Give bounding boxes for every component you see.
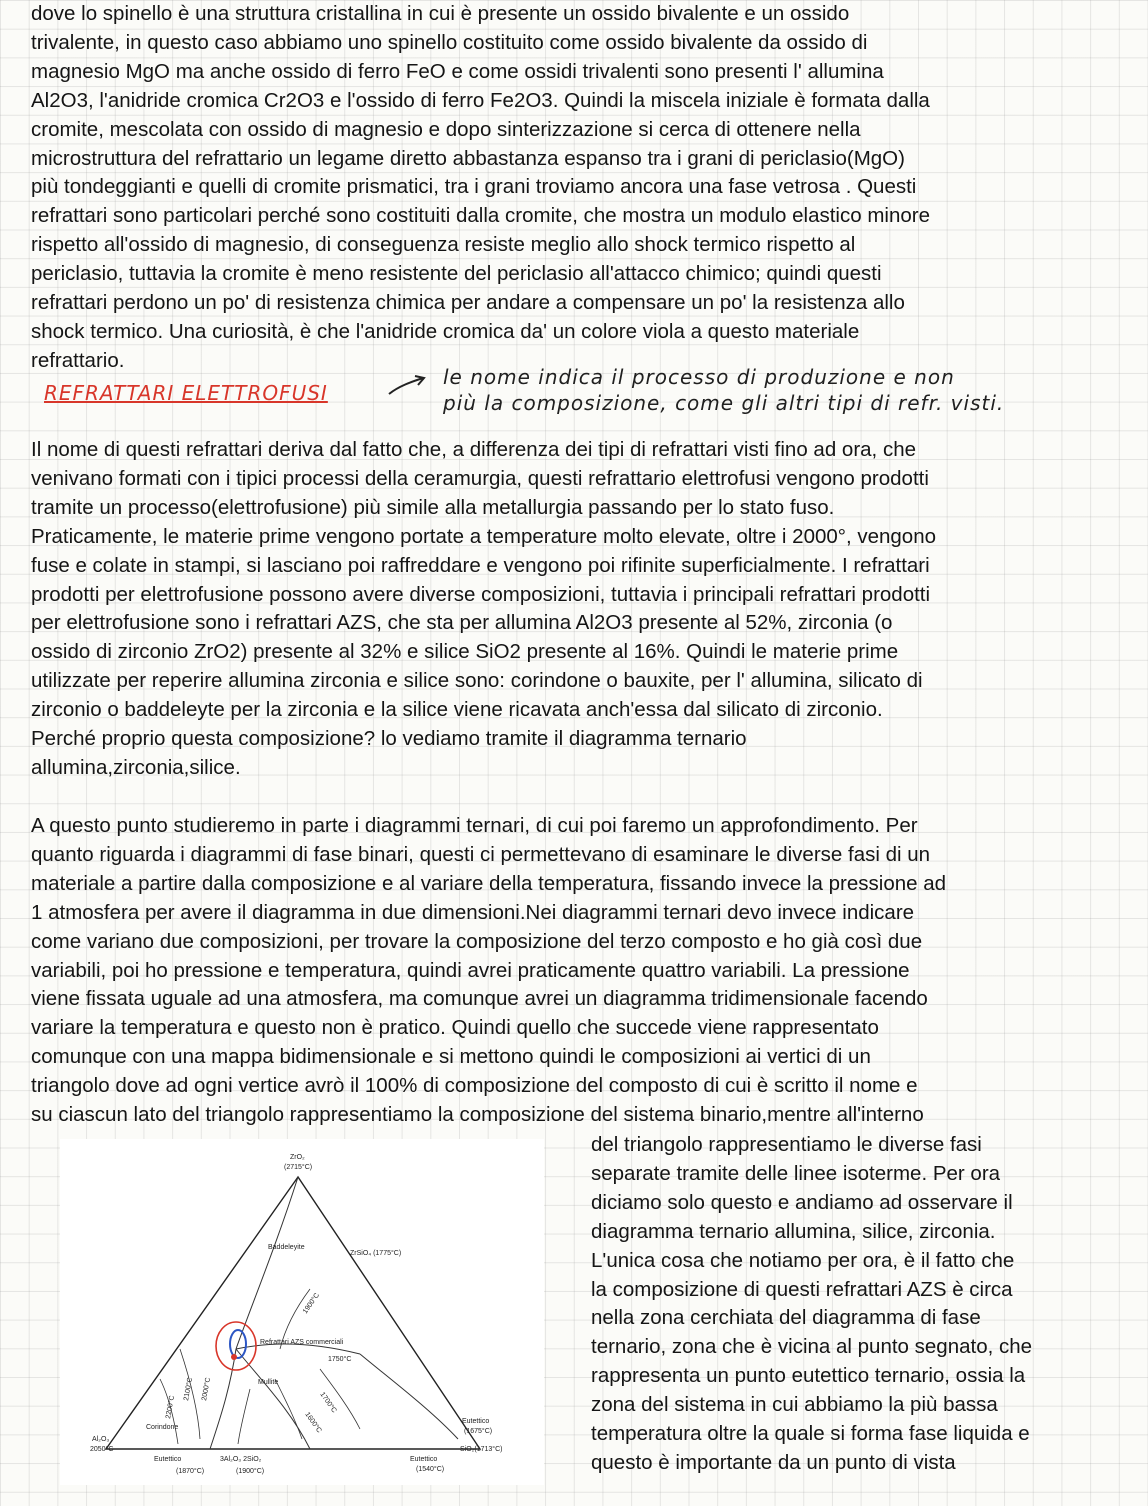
text-line: A questo punto studieremo in parte i diagrammi ternari, di cui poi faremo un approfondimento. Per <box>31 814 918 837</box>
ternary-eutectic-point <box>231 1354 237 1360</box>
text-line: zona del sistema in cui abbiamo la più bassa <box>591 1393 998 1417</box>
text-line: temperatura oltre la quale si forma fase liquida e <box>591 1422 1030 1446</box>
apex-zro2-label: ZrO₂ <box>290 1154 305 1161</box>
handwritten-note <box>443 364 1004 416</box>
apex-al2o3-temp: 2050°C <box>90 1446 114 1453</box>
text-line: prodotti per elettrofusione possono avere diverse composizioni, tuttavia i principali refrattari prodotti <box>31 582 931 606</box>
apex-sio2-label: SiO₂(1713°C) <box>460 1446 503 1453</box>
text-line: diciamo solo questo e andiamo ad osservare il <box>591 1190 1013 1214</box>
text-line: fuse e colate in stampi, si lasciano poi raffreddare e vengono poi rifinite superficialmente. I refrattari <box>31 553 930 577</box>
text-line: tramite un processo(elettrofusione) più simile alla metallurgia passando per lo stato fuso. <box>31 495 835 519</box>
text-line: triangolo dove ad ogni vertice avrò il 100% di composizione del composto di cui è scritto il nome e <box>31 1074 918 1098</box>
isotherm-2000-label: 2000°C <box>201 1377 213 1402</box>
isotherm-2200-label: 2200°C <box>165 1395 177 1420</box>
paragraph-spinel <box>31 0 1121 376</box>
text-line: comunque con una mappa bidimensionale e si mettono quindi le composizioni ai vertici di un <box>31 1045 871 1069</box>
paragraph-ternary <box>31 812 1121 1130</box>
text-line: la composizione di questi refrattari AZS è circa <box>591 1277 1013 1301</box>
boundary-line <box>236 1349 310 1449</box>
isotherm-1700-label: 1700°C <box>318 1391 338 1415</box>
text-line: quanto riguarda i diagrammi di fase binari, questi ci permettevano di esaminare le diverse fasi di un <box>31 842 931 866</box>
handwritten-heading: REFRATTARI ELETTROFUSI <box>44 381 328 405</box>
text-line: rappresenta un punto eutettico ternario, ossia la <box>591 1364 1026 1388</box>
isotherm-1600-label: 1600°C <box>303 1411 323 1435</box>
handwritten-note-line: più la composizione, come gli altri tipi di refr. visti. <box>443 391 1005 415</box>
text-line: per elettrofusione sono i refrattari AZS, che sta per allumina Al2O3 presente al 52%, zirconia (o <box>31 611 893 635</box>
text-line: come variano due composizioni, per trovare la composizione del terzo composto e ho già così due <box>31 929 923 953</box>
text-line: microstruttura del refrattario un legame diretto abbastanza espanso tra i grani di periclasio(MgO) <box>31 146 905 170</box>
azs-zone-circle <box>216 1322 256 1370</box>
text-line: materiale a partire dalla composizione e al variare della temperatura, fissando invece la pressione ad <box>31 871 947 895</box>
text-line: più tondeggianti e quelli di cromite prismatici, tra i grani troviamo ancora una fase vetrosa . Questi <box>31 175 917 199</box>
eutectic-far-label: Eutettico <box>462 1418 490 1425</box>
text-line: rispetto all'ossido di magnesio, di conseguenza resiste meglio allo shock termico rispetto al <box>31 233 856 257</box>
text-line: utilizzate per reperire allumina zirconia e silice sono: corindone o bauxite, per l' allumina, silicato di <box>31 669 923 693</box>
text-line: separate tramite delle linee isoterme. Per ora <box>591 1161 1001 1185</box>
text-line: questo è importante da un punto di vista <box>591 1450 956 1474</box>
eutectic-far-temp: (1675°C) <box>464 1428 493 1435</box>
isotherm-2100-label: 2100°C <box>183 1377 195 1402</box>
boundary-line <box>360 1354 458 1439</box>
text-line: refrattario. <box>31 348 125 372</box>
isotherm-1900-label: 1900°C <box>301 1291 322 1316</box>
text-line: magnesio MgO ma anche ossido di ferro FeO e come ossidi trivalenti sono presenti l' allumina <box>31 59 884 83</box>
zircon-label: ZrSiO₄ (1775°C) <box>350 1250 402 1257</box>
text-line: diagramma ternario allumina, silice, zirconia. <box>591 1219 996 1243</box>
text-line: cromite, mescolata con ossido di magnesio e dopo sinterizzazione si cerca di ottenere nella <box>31 117 861 141</box>
text-line: su ciascun lato del triangolo rappresentiamo la composizione del sistema binario,mentre all'interno <box>31 1103 924 1127</box>
boundary-line <box>236 1177 298 1349</box>
apex-al2o3-label: Al₂O₃ <box>92 1436 110 1443</box>
text-line: venivano formati con i tipici processi della ceramurgia, questi refrattario elettrofusi vengono prodotti <box>31 466 929 490</box>
eutectic-left-label: Eutettico <box>154 1456 182 1463</box>
mullite-composition-label: 3Al₂O₃ 2SiO₂ <box>220 1456 262 1463</box>
ternary-diagram-figure <box>60 1139 544 1485</box>
eutectic-right-temp: (1540°C) <box>416 1466 445 1473</box>
text-line: dove lo spinello è una struttura cristallina in cui è presente un ossido bivalente e un ossido <box>31 2 850 25</box>
eutectic-left-temp: (1870°C) <box>176 1468 205 1475</box>
text-line: ossido di zirconio ZrO2) presente al 32% e silice SiO2 presente al 16%. Quindi le materie prime <box>31 640 899 664</box>
text-line: Il nome di questi refrattari deriva dal fatto che, a differenza dei tipi di refrattari visti fino ad ora, che <box>31 438 916 461</box>
eutectic-right-label: Eutettico <box>410 1456 438 1463</box>
isotherm-1750-label: 1750°C <box>328 1356 352 1363</box>
mullite-label: Mullite <box>258 1379 279 1386</box>
text-line: periclasio, tuttavia la cromite è meno resistente del periclasio all'attacco chimico; quindi questi <box>31 262 882 286</box>
isotherm-line <box>238 1389 250 1444</box>
paragraph-side-text <box>591 1131 1121 1478</box>
isotherm-line <box>275 1379 302 1439</box>
baddeleyite-label: Baddeleyite <box>268 1244 305 1251</box>
text-line: ternario, zona che è vicina al punto segnato, che <box>591 1335 1033 1359</box>
corindone-label: Corindone <box>146 1424 179 1431</box>
text-line: allumina,zirconia,silice. <box>31 755 241 779</box>
text-line: trivalente, in questo caso abbiamo uno spinello costituito come ossido bivalente da ossido di <box>31 30 868 54</box>
text-line: Praticamente, le materie prime vengono portate a temperature molto elevate, oltre i 2000°, vengono <box>31 524 937 548</box>
text-line: Al2O3, l'anidride cromica Cr2O3 e l'ossido di ferro Fe2O3. Quindi la miscela iniziale è formata dalla <box>31 88 930 112</box>
text-line: variare la temperatura e questo non è pratico. Quindi quello che succede viene rappresentato <box>31 1016 879 1040</box>
text-line: refrattari sono particolari perché sono costituiti dalla cromite, che mostra un modulo elastico minore <box>31 204 930 228</box>
azs-label: Refrattari AZS commerciali <box>260 1339 344 1346</box>
paragraph-elettrofusi <box>31 436 1121 783</box>
text-line: zirconio o baddeleyte per la zirconia e la silice viene ricavata anch'essa dal silicato di zirconio. <box>31 698 883 722</box>
text-line: Perché proprio questa composizione? lo vediamo tramite il diagramma ternario <box>31 727 747 751</box>
text-line: variabili, poi ho pressione e temperatura, quindi avrei praticamente quattro variabili. La pressione <box>31 958 910 982</box>
triangle-outline <box>106 1177 480 1449</box>
text-line: del triangolo rappresentiamo le diverse fasi <box>591 1133 982 1156</box>
text-line: L'unica cosa che notiamo per ora, è il fatto che <box>591 1248 1015 1272</box>
mullite-composition-temp: (1900°C) <box>236 1468 265 1475</box>
text-line: refrattari perdono un po' di resistenza chimica per andare a compensare un po' la resistenza allo <box>31 291 905 315</box>
ternary-diagram <box>60 1139 544 1485</box>
handwritten-note-line: le nome indica il processo di produzione e non <box>443 365 955 389</box>
text-line: 1 atmosfera per avere il diagramma in due dimensioni.Nei diagrammi ternari devo invece indicare <box>31 900 915 924</box>
text-line: nella zona cerchiata del diagramma di fase <box>591 1306 981 1330</box>
text-line: viene fissata uguale ad una atmosfera, ma comunque avrei un diagramma tridimensionale facendo <box>31 987 928 1011</box>
apex-zro2-temp: (2715°C) <box>284 1164 313 1171</box>
hand-arrow-icon <box>385 372 429 402</box>
text-line: shock termico. Una curiosità, è che l'anidride cromica da' un colore viola a questo materiale <box>31 319 860 343</box>
